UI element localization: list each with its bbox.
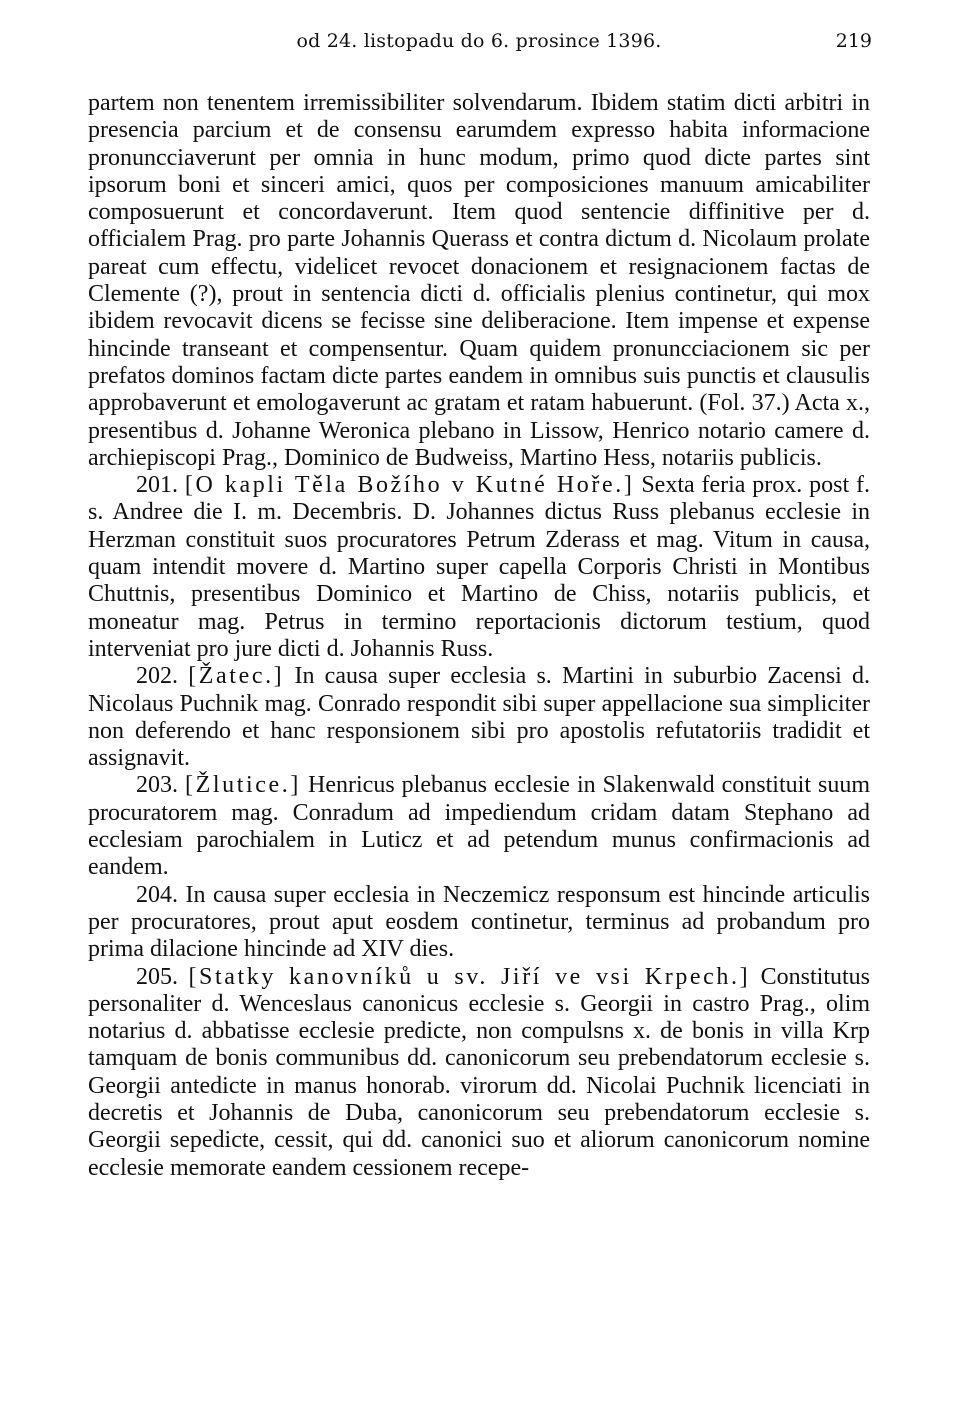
entry-number: 202. [136,663,178,690]
entry-204 [88,882,870,964]
entry-203 [88,772,870,881]
entry-text: Constitutus personaliter d. Wenceslaus canonicus ecclesie s. Georgii in castro Prag., olim notarius d. abbatisse ecclesie predicte, non compulsns x. de bonis in villa Krp tamquam de bonis communibus dd. canonicorum seu prebendatorum ecclesie s. Georgii antedicte in manus honorab. virorum dd. Nicolai Puchnik licenciati in decretis et Johannis de Duba, canonicorum seu prebendatorum ecclesie s. Georgii sepedicte, cessit, qui dd. canonici suo et aliorum canonicorum nomine ecclesie memorate eandem cessionem recepe- [88,963,871,1181]
entry-text: Henricus plebanus ecclesie in Slakenwald constituit suum procuratorem mag. Conradum ad impediendum cridam datam Stephano ad ecclesiam parochialem in Luticz et ad petendum munus confirmacionis ad eandem. [88,772,871,881]
entry-number: 203. [136,772,178,799]
entry-number: 201. [136,472,178,499]
entry-number: 204. [136,881,178,908]
entry-heading: [Žlutice.] [185,772,301,799]
entry-heading: [Statky kanovníků u sv. Jiří ve vsi Krpech.] [188,963,751,990]
running-title: od 24. listopadu do 6. prosince 1396. [296,30,662,52]
page-number: 219 [835,30,872,52]
entry-heading: [Žatec.] [188,663,285,690]
entry-text: In causa super ecclesia s. Martini in suburbio Zacensi d. Nicolaus Puchnik mag. Conrado respondit sibi super appellacione sua simpliciter non deferendo et hanc responsionem sibi pro apostolis refutatoriis tradidit et assignavit. [88,663,871,772]
continuation-paragraph: partem non tenentem irremissibiliter solvendarum. Ibidem statim dicti arbitri in presencia parcium et de consensu earumdem expresso habita informacione pronuncciaverunt per omnia in hunc modum, primo quod dicte partes sint ipsorum boni et sinceri amici, quos per composiciones manuum amicabiliter composuerunt et concordaverunt. Item quod sentencie diffinitive per d. officialem Prag. pro parte Johannis Querass et contra dictum d. Nicolaum prolate pareat cum effectu, videlicet revocet donacionem et resignacionem factas de Clemente (?), prout in sentencia dicti d. officialis plenius continetur, qui mox ibidem revocavit dicens se fecisse sine deliberacione. Item impense et expense hincinde transeant et compensentur. Quam quidem pronuncciacionem sic per prefatos dominos factam dicte partes eandem in omnibus suis punctis et clausulis approbaverunt et emologaverunt ac gratam et ratam habuerunt. (Fol. 37.) Acta x., presentibus d. Johanne Weronica plebano in Lissow, Henrico notario camere d. archiepiscopi Prag., Dominico de Budweiss, Martino Hess, notariis publicis. [88,90,870,471]
entry-205 [88,964,870,1182]
running-header [88,0,870,60]
entry-202 [88,663,870,772]
document-page [88,0,870,1182]
entry-heading: [O kapli Těla Božího v Kutné Hoře.] [184,472,635,499]
body-text [88,90,870,1182]
entry-201 [88,472,870,663]
entry-text: In causa super ecclesia in Neczemicz responsum est hincinde articulis per procuratores, prout aput eosdem continetur, terminus ad probandum pro prima dilacione hincinde ad XIV dies. [88,881,871,963]
entry-number: 205. [136,963,178,990]
entry-text: Sexta feria prox. post f. s. Andree die I. m. Decembris. D. Johannes dictus Russ plebanus ecclesie in Herzman constituit suos procuratores Petrum Zderass et mag. Vitum in causa, quam intendit movere d. Martino super capella Corporis Christi in Montibus Chuttnis, presentibus Dominico et Martino de Chiss, notariis publicis, et moneatur mag. Petrus in termino reportacionis dictorum testium, quod interveniat pro jure dicti d. Johannis Russ. [88,472,870,662]
